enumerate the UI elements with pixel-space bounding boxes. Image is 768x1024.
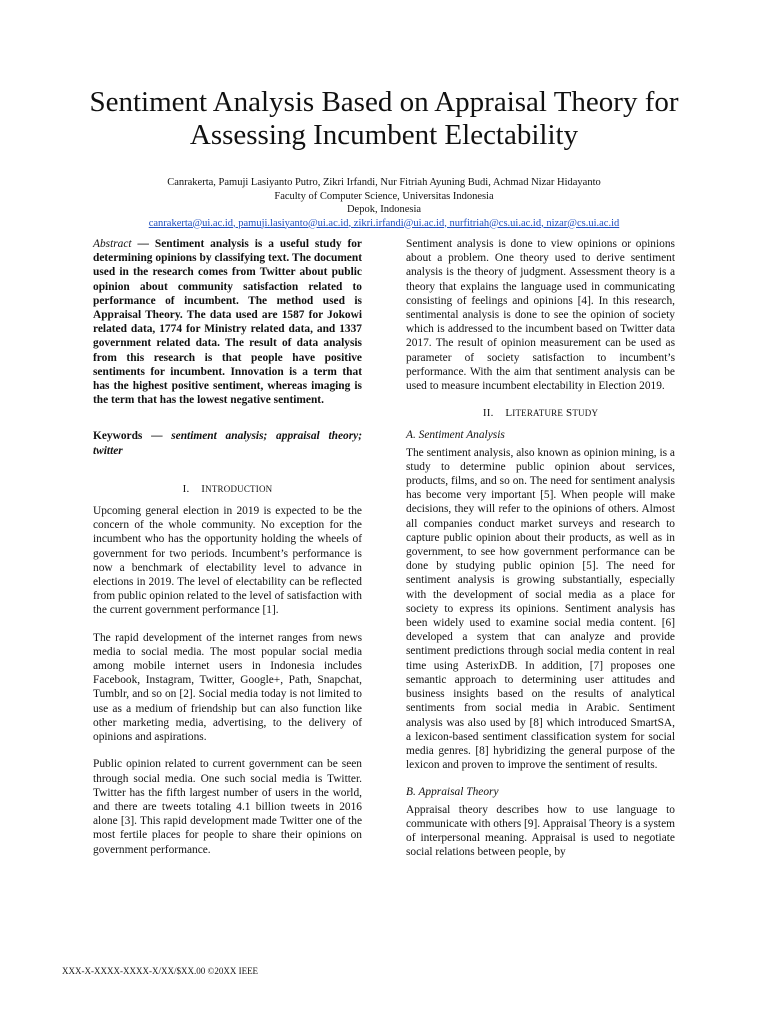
intro-paragraph-4: Sentiment analysis is done to view opinions or opinions about a problem. One theory used to derive sentiment analysis is the theory of judgment. Assessment theory is a theory that explains the language used in communicating consisting of feelings and opinions [4]. In this research, sentimental analysis is done to see the opinion of society which is addressed to the incumbent based on Twitter data 2017. The result of opinion measurement can be used as parameter of society satisfaction to incumbent’s performance. With the aim that sentiment analysis can be used to measure incumbent electability in Election 2019.: [406, 238, 675, 393]
keywords-text: sentiment analysis; appraisal theory; twitter: [93, 430, 362, 457]
sentiment-analysis-paragraph: The sentiment analysis, also known as opinion mining, is a study to determine public opinion about services, products, films, and so on. The need for sentiment analysis has become very important [5]. When people will make decisions, they will refer to the opinions of others. Almost all companies conduct market surveys and research to capture public opinion about their products, as well as in government, to see how government performance can be done by studying public opinion [5]. The need for sentiment analysis is growing substantially, especially with the development of social media as a place for society to express its opinions. Sentiment analysis has been widely used to examine social media content. [6] developed a system that can analyze and provide sentiment predictions through social media content in real time using AsterixDB. In addition, [7] proposes one semantic approach to determining user attitudes and business insights based on the results of analytical sentiments from social media in Arabic. Sentiment analysis was also used by [8] which introduced SmartSA, a lexicon-based sentiment classification system for social media genres. [8] hybridizing the general purpose of the lexicon and proven to improve the sentiment of results.: [406, 446, 675, 772]
section-title-rest: NTRODUCTION: [205, 483, 273, 494]
section-title-rest-2: TUDY: [572, 408, 599, 419]
copyright-footer: XXX-X-XXXX-XXXX-X/XX/$XX.00 ©20XX IEEE: [62, 966, 259, 976]
section-title-rest: ITERATURE: [512, 408, 564, 419]
section-title-initial: L: [505, 407, 513, 420]
keywords-dash: —: [142, 430, 172, 443]
keywords: [93, 429, 362, 457]
section-number: II.: [482, 407, 494, 420]
author-block: [40, 176, 728, 230]
appraisal-theory-paragraph: Appraisal theory describes how to use language to communicate with others [9]. Appraisal Theory is a system of interpersonal meaning. Appraisal is used to negotiate social relations between people, by: [406, 803, 675, 859]
location: Depok, Indonesia: [346, 204, 422, 215]
section-title-initial-2: S: [566, 407, 573, 420]
intro-paragraph-3: Public opinion related to current government can be seen through social media. One such social media is Twitter. Twitter has the fifth largest number of users in the world, and there are tweets totaling 4.1 billion tweets in 2016 alone [3]. This rapid development made Twitter one of the most fertile places for people to share their opinions on government performance.: [93, 758, 362, 856]
paper-title: [40, 86, 728, 152]
abstract-label: Abstract: [93, 238, 132, 250]
subsection-heading-appraisal-theory: B. Appraisal Theory: [406, 786, 499, 799]
left-column: [93, 237, 362, 870]
section-heading-literature-study: [406, 406, 675, 420]
intro-paragraph-2: The rapid development of the internet ranges from news media to social media. The most popular social media among mobile internet users in Indonesia includes Facebook, Instagram, Twitter, Google+, Path, Snapchat, Tumblr, and so on [2]. Social media today is not limited to use as a medium of friendship but can also function like other marketing media, advertising, to the delivery of opinions and aspirations.: [93, 631, 362, 744]
section-heading-introduction: [93, 482, 362, 496]
title-line-2: Assessing Incumbent Electability: [189, 119, 579, 151]
subsection-heading-sentiment-analysis: A. Sentiment Analysis: [406, 429, 505, 442]
affiliation: Faculty of Computer Science, Universitas Indonesia: [274, 190, 494, 202]
intro-paragraph-1: Upcoming general election in 2019 is expected to be the concern of the whole community. No exception for the incumbent who has the opportunity holding the wheels of government for two periods. Incumbent’s performance is now a benchmark of electability level to advance in elections in 2019. The level of electability can be reflected from public opinion related to the level of satisfaction with the current government performance [1].: [93, 505, 362, 617]
right-column: [406, 237, 675, 872]
author-emails-link[interactable]: canrakerta@ui.ac.id, pamuji.lasiyanto@ui.ac.id, zikri.irfandi@ui.ac.id, nurfitriah@cs.ui.ac.id, nizar@cs.ui.ac.id: [148, 217, 620, 229]
abstract-text: Sentiment analysis is a useful study for determining opinions by classifying text. The document used in the research comes from Twitter about public opinion about community satisfaction related to performance of incumbent. The method used is Appraisal Theory. The data used are 1587 for Jokowi related data, 1774 for Ministry related data, and 1337 government related data. The result of data analysis from this research is that people have positive sentiments for incumbent. Innovation is a term that has the highest positive sentiment, whereas imaging is the term that has the lowest negative sentiment.: [93, 238, 362, 407]
author-names: Canrakerta, Pamuji Lasiyanto Putro, Zikri Irfandi, Nur Fitriah Ayuning Budi, Achmad Nizar Hidayanto: [167, 177, 601, 188]
section-number: I.: [182, 482, 190, 495]
title-line-1: Sentiment Analysis Based on Appraisal Theory for: [89, 86, 679, 118]
abstract: [93, 237, 362, 407]
abstract-dash: —: [131, 238, 155, 250]
keywords-label: Keywords: [93, 430, 143, 443]
section-title-initial: I: [201, 482, 206, 495]
